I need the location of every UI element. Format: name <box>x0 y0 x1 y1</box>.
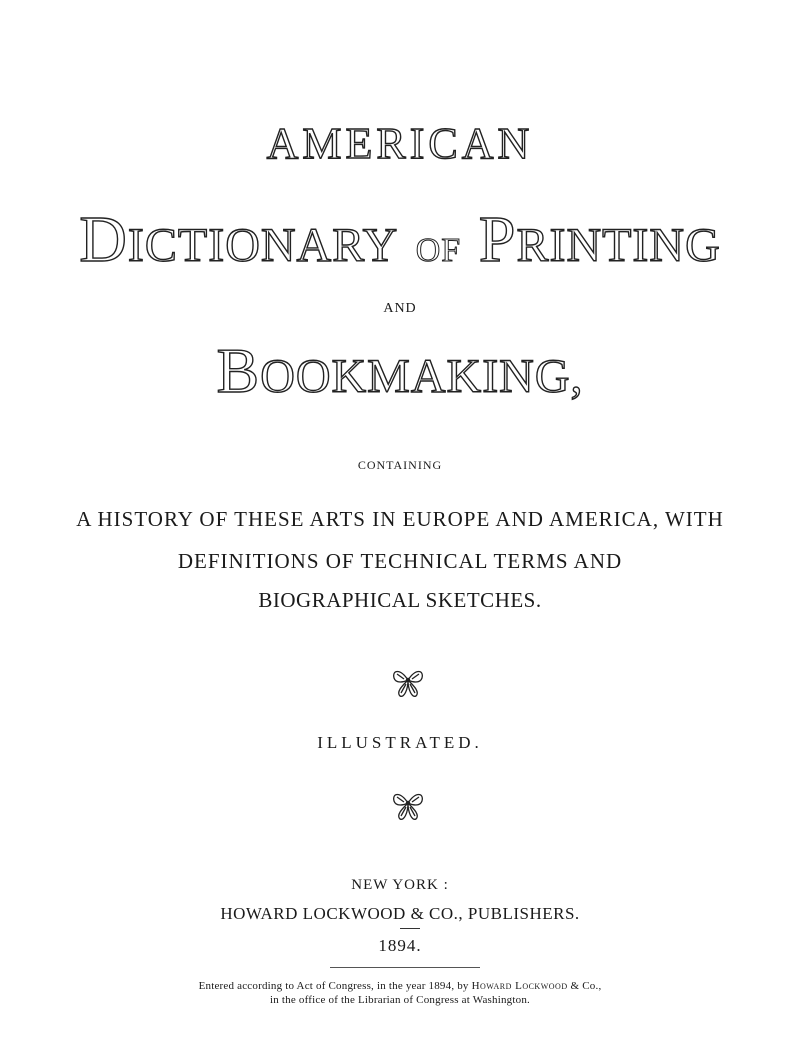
title-bookmaking-rest: OOKMAKING, <box>260 350 584 403</box>
fleuron-icon <box>388 783 428 823</box>
description-line-1: A HISTORY OF THESE ARTS IN EUROPE AND AMERICA, WITH <box>76 507 724 531</box>
copyright-line-1 <box>0 980 800 992</box>
fleuron-icon <box>388 660 428 700</box>
title-and: AND <box>383 301 417 316</box>
imprint-year: 1894. <box>378 936 422 955</box>
title-dictionary-initial: D <box>79 203 128 276</box>
short-rule-divider <box>400 928 420 929</box>
containing-label: CONTAINING <box>357 458 443 472</box>
title-of: OF <box>415 232 462 269</box>
imprint-publisher: HOWARD LOCKWOOD & CO., PUBLISHERS. <box>220 904 580 923</box>
description-line-2: DEFINITIONS OF TECHNICAL TERMS AND <box>177 549 623 573</box>
long-rule-divider <box>330 967 480 968</box>
title-dictionary-rest: ICTIONARY <box>127 219 399 272</box>
copyright-text-pre: Entered according to Act of Congress, in the year 1894, by <box>198 980 472 992</box>
title-bookmaking <box>0 334 800 408</box>
copyright-text-post: & Co., <box>567 980 602 992</box>
title-printing-initial: P <box>478 203 517 276</box>
title-american: AMERICAN <box>266 119 534 168</box>
copyright-publisher-name: Howard Lockwood <box>471 980 568 992</box>
illustrated-label: ILLUSTRATED. <box>317 733 483 752</box>
title-printing-rest: RINTING <box>516 219 721 272</box>
copyright-line-2: in the office of the Librarian of Congress at Washington. <box>270 994 530 1006</box>
description-line-3: BIOGRAPHICAL SKETCHES. <box>258 588 542 612</box>
imprint-place: NEW YORK : <box>351 877 449 893</box>
title-bookmaking-initial: B <box>216 335 261 406</box>
title-dictionary-of-printing <box>0 202 800 278</box>
